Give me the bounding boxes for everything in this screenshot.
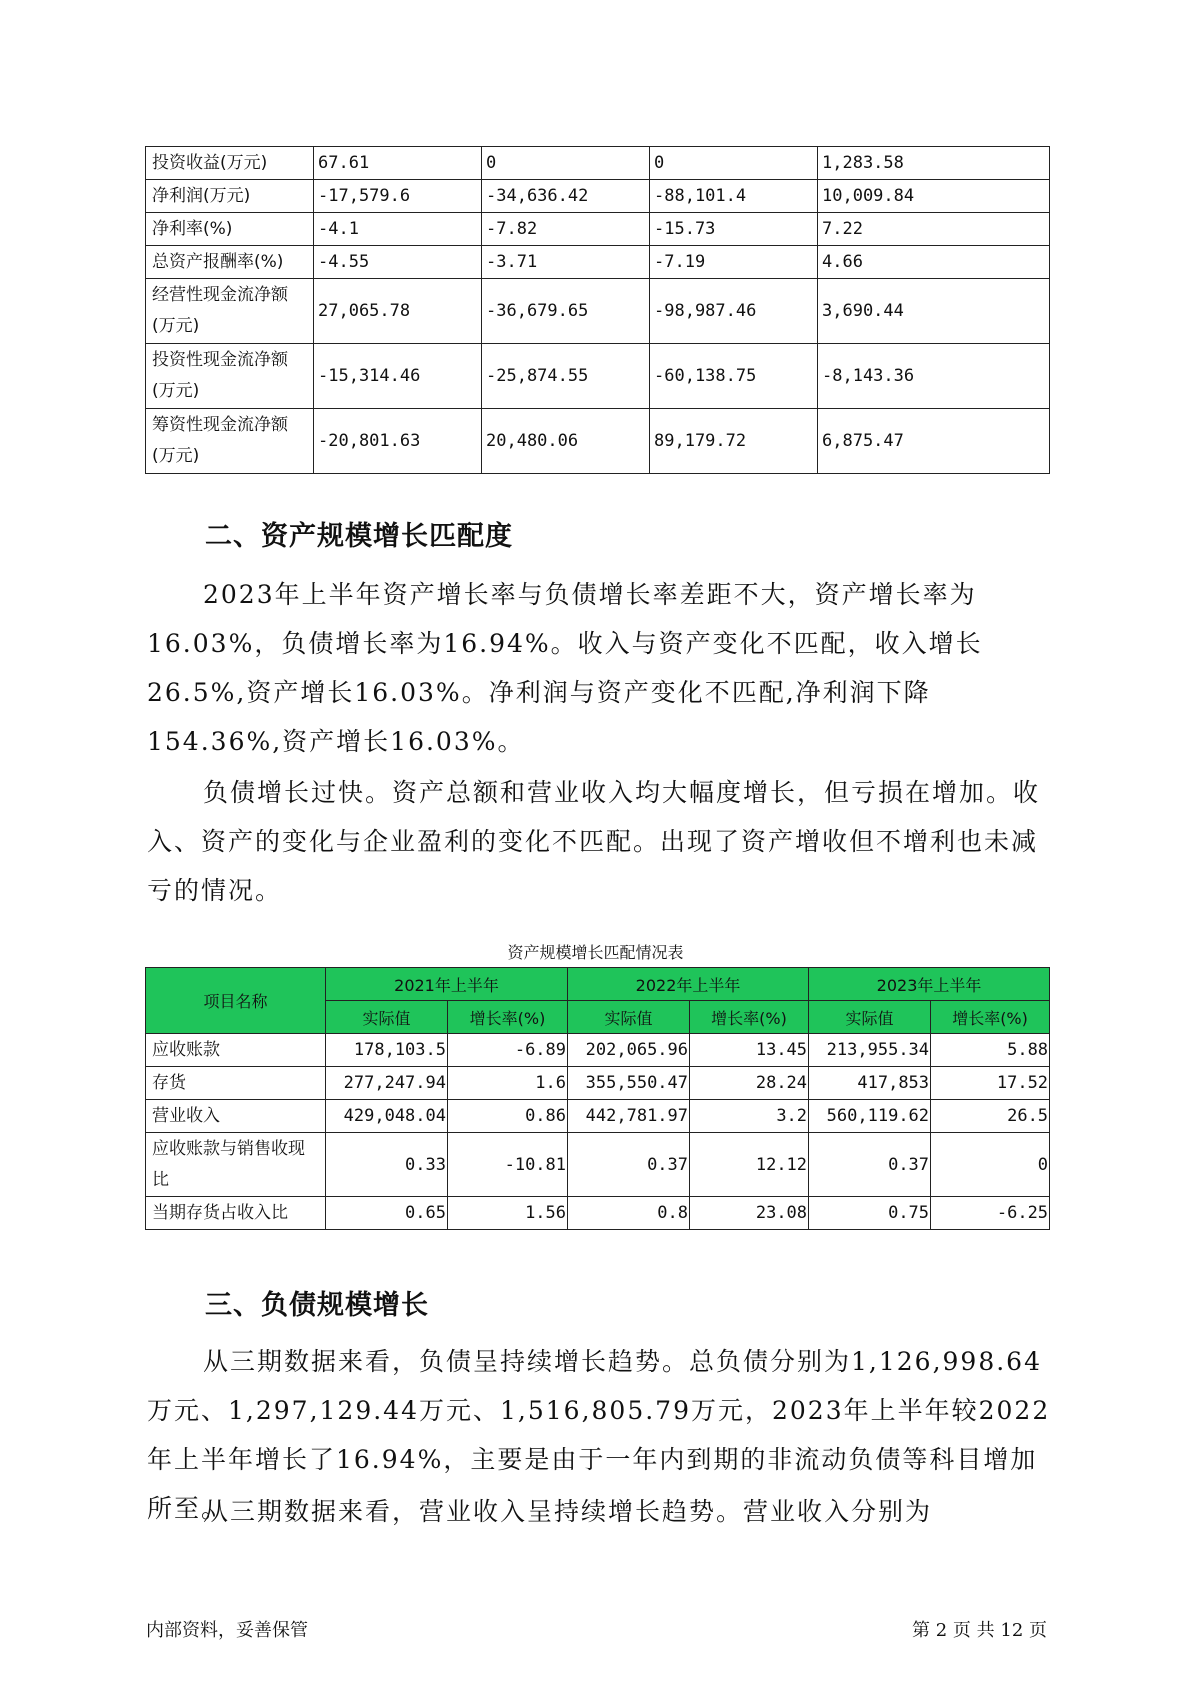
row-label: 应收账款与销售收现比: [146, 1133, 326, 1197]
header-actual: 实际值: [568, 1001, 690, 1034]
header-period: 2021年上半年: [326, 968, 568, 1001]
table-cell: -88,101.4: [650, 180, 818, 213]
table-row: [146, 1197, 1050, 1230]
table-cell: -60,138.75: [650, 344, 818, 409]
header-period: 2023年上半年: [809, 968, 1050, 1001]
table-cell: -3.71: [482, 246, 650, 279]
table-row: [146, 213, 1050, 246]
table-cell: 5.88: [931, 1034, 1050, 1067]
table-cell: 4.66: [818, 246, 1050, 279]
header-growth: 增长率(%): [448, 1001, 568, 1034]
table-cell: 0.8: [568, 1197, 690, 1230]
table-cell: 17.52: [931, 1067, 1050, 1100]
table-cell: 3.2: [690, 1100, 809, 1133]
row-label: 投资性现金流净额(万元): [146, 344, 314, 409]
table-cell: -6.25: [931, 1197, 1050, 1230]
table-cell: -15,314.46: [314, 344, 482, 409]
table-cell: 3,690.44: [818, 279, 1050, 344]
table-cell: -8,143.36: [818, 344, 1050, 409]
table-cell: -7.19: [650, 246, 818, 279]
row-label: 应收账款: [146, 1034, 326, 1067]
header-actual: 实际值: [809, 1001, 931, 1034]
table-cell: 26.5: [931, 1100, 1050, 1133]
row-label: 投资收益(万元): [146, 147, 314, 180]
table-cell: 0.37: [809, 1133, 931, 1197]
table-cell: -20,801.63: [314, 409, 482, 474]
row-label: 筹资性现金流净额(万元): [146, 409, 314, 474]
header-item-name: 项目名称: [146, 968, 326, 1034]
section-heading: 二、资产规模增长匹配度: [205, 521, 513, 552]
header-growth: 增长率(%): [690, 1001, 809, 1034]
table-cell: -34,636.42: [482, 180, 650, 213]
table-cell: 67.61: [314, 147, 482, 180]
row-label: 存货: [146, 1067, 326, 1100]
table-cell: 355,550.47: [568, 1067, 690, 1100]
header-period: 2022年上半年: [568, 968, 809, 1001]
paragraph: 从三期数据来看，营业收入呈持续增长趋势。营业收入分别为: [203, 1497, 933, 1526]
table-cell: 1.56: [448, 1197, 568, 1230]
row-label: 营业收入: [146, 1100, 326, 1133]
table-cell: 0.37: [568, 1133, 690, 1197]
table-cell: 0: [482, 147, 650, 180]
table-row: [146, 279, 1050, 344]
table-cell: 0: [931, 1133, 1050, 1197]
table-cell: 0.33: [326, 1133, 448, 1197]
table-cell: 10,009.84: [818, 180, 1050, 213]
financial-indicators-table: [145, 146, 1050, 474]
table-cell: -36,679.65: [482, 279, 650, 344]
table-cell: 277,247.94: [326, 1067, 448, 1100]
table-cell: -10.81: [448, 1133, 568, 1197]
table-cell: 560,119.62: [809, 1100, 931, 1133]
table-cell: 27,065.78: [314, 279, 482, 344]
table-cell: -4.55: [314, 246, 482, 279]
table-cell: 6,875.47: [818, 409, 1050, 474]
table-header-row: [146, 968, 1050, 1001]
asset-growth-matching-table: [145, 967, 1050, 1230]
table-row: [146, 246, 1050, 279]
table-row: [146, 1133, 1050, 1197]
table-cell: 7.22: [818, 213, 1050, 246]
row-label: 净利润(万元): [146, 180, 314, 213]
table-cell: 13.45: [690, 1034, 809, 1067]
table-row: [146, 344, 1050, 409]
table-cell: 0.86: [448, 1100, 568, 1133]
header-actual: 实际值: [326, 1001, 448, 1034]
table-cell: 0.65: [326, 1197, 448, 1230]
table-cell: 202,065.96: [568, 1034, 690, 1067]
table-cell: 28.24: [690, 1067, 809, 1100]
footer-confidential-note: 内部资料，妥善保管: [146, 1620, 308, 1641]
table-row: [146, 1100, 1050, 1133]
table-cell: 0: [650, 147, 818, 180]
row-label: 总资产报酬率(%): [146, 246, 314, 279]
table-cell: 12.12: [690, 1133, 809, 1197]
table-cell: 0.75: [809, 1197, 931, 1230]
table-cell: 89,179.72: [650, 409, 818, 474]
table-row: [146, 147, 1050, 180]
paragraph: 从三期数据来看，负债呈持续增长趋势。总负债分别为1,126,998.64万元、1,297,129.44万元、1,516,805.79万元，2023年上半年较2022年上半年增长了16.94%，主要是由于一年内到期的非流动负债等科目增加所至。: [147, 1347, 1051, 1523]
row-label: 当期存货占收入比: [146, 1197, 326, 1230]
table-cell: 213,955.34: [809, 1034, 931, 1067]
paragraph: 2023年上半年资产增长率与负债增长率差距不大，资产增长率为16.03%，负债增长率为16.94%。收入与资产变化不匹配，收入增长26.5%,资产增长16.03%。净利润与资产变化不匹配,净利润下降154.36%,资产增长16.03%。: [147, 580, 983, 756]
table-cell: -98,987.46: [650, 279, 818, 344]
table-row: [146, 180, 1050, 213]
table-cell: 417,853: [809, 1067, 931, 1100]
header-growth: 增长率(%): [931, 1001, 1050, 1034]
table-cell: -7.82: [482, 213, 650, 246]
table-cell: 1.6: [448, 1067, 568, 1100]
table-cell: 178,103.5: [326, 1034, 448, 1067]
table-row: [146, 409, 1050, 474]
table-cell: -4.1: [314, 213, 482, 246]
table-cell: 20,480.06: [482, 409, 650, 474]
table-caption: 资产规模增长匹配情况表: [507, 943, 684, 962]
table-cell: 1,283.58: [818, 147, 1050, 180]
table-row: [146, 1067, 1050, 1100]
table-cell: 429,048.04: [326, 1100, 448, 1133]
row-label: 净利率(%): [146, 213, 314, 246]
table-cell: -6.89: [448, 1034, 568, 1067]
table-row: [146, 1034, 1050, 1067]
table-cell: -15.73: [650, 213, 818, 246]
table-cell: -17,579.6: [314, 180, 482, 213]
table-cell: 442,781.97: [568, 1100, 690, 1133]
row-label: 经营性现金流净额(万元): [146, 279, 314, 344]
paragraph: 负债增长过快。资产总额和营业收入均大幅度增长，但亏损在增加。收入、资产的变化与企业盈利的变化不匹配。出现了资产增收但不增利也未减亏的情况。: [147, 778, 1041, 905]
section-heading: 三、负债规模增长: [205, 1290, 429, 1321]
table-cell: -25,874.55: [482, 344, 650, 409]
table-cell: 23.08: [690, 1197, 809, 1230]
footer-page-number: 第 2 页 共 12 页: [912, 1620, 1047, 1641]
